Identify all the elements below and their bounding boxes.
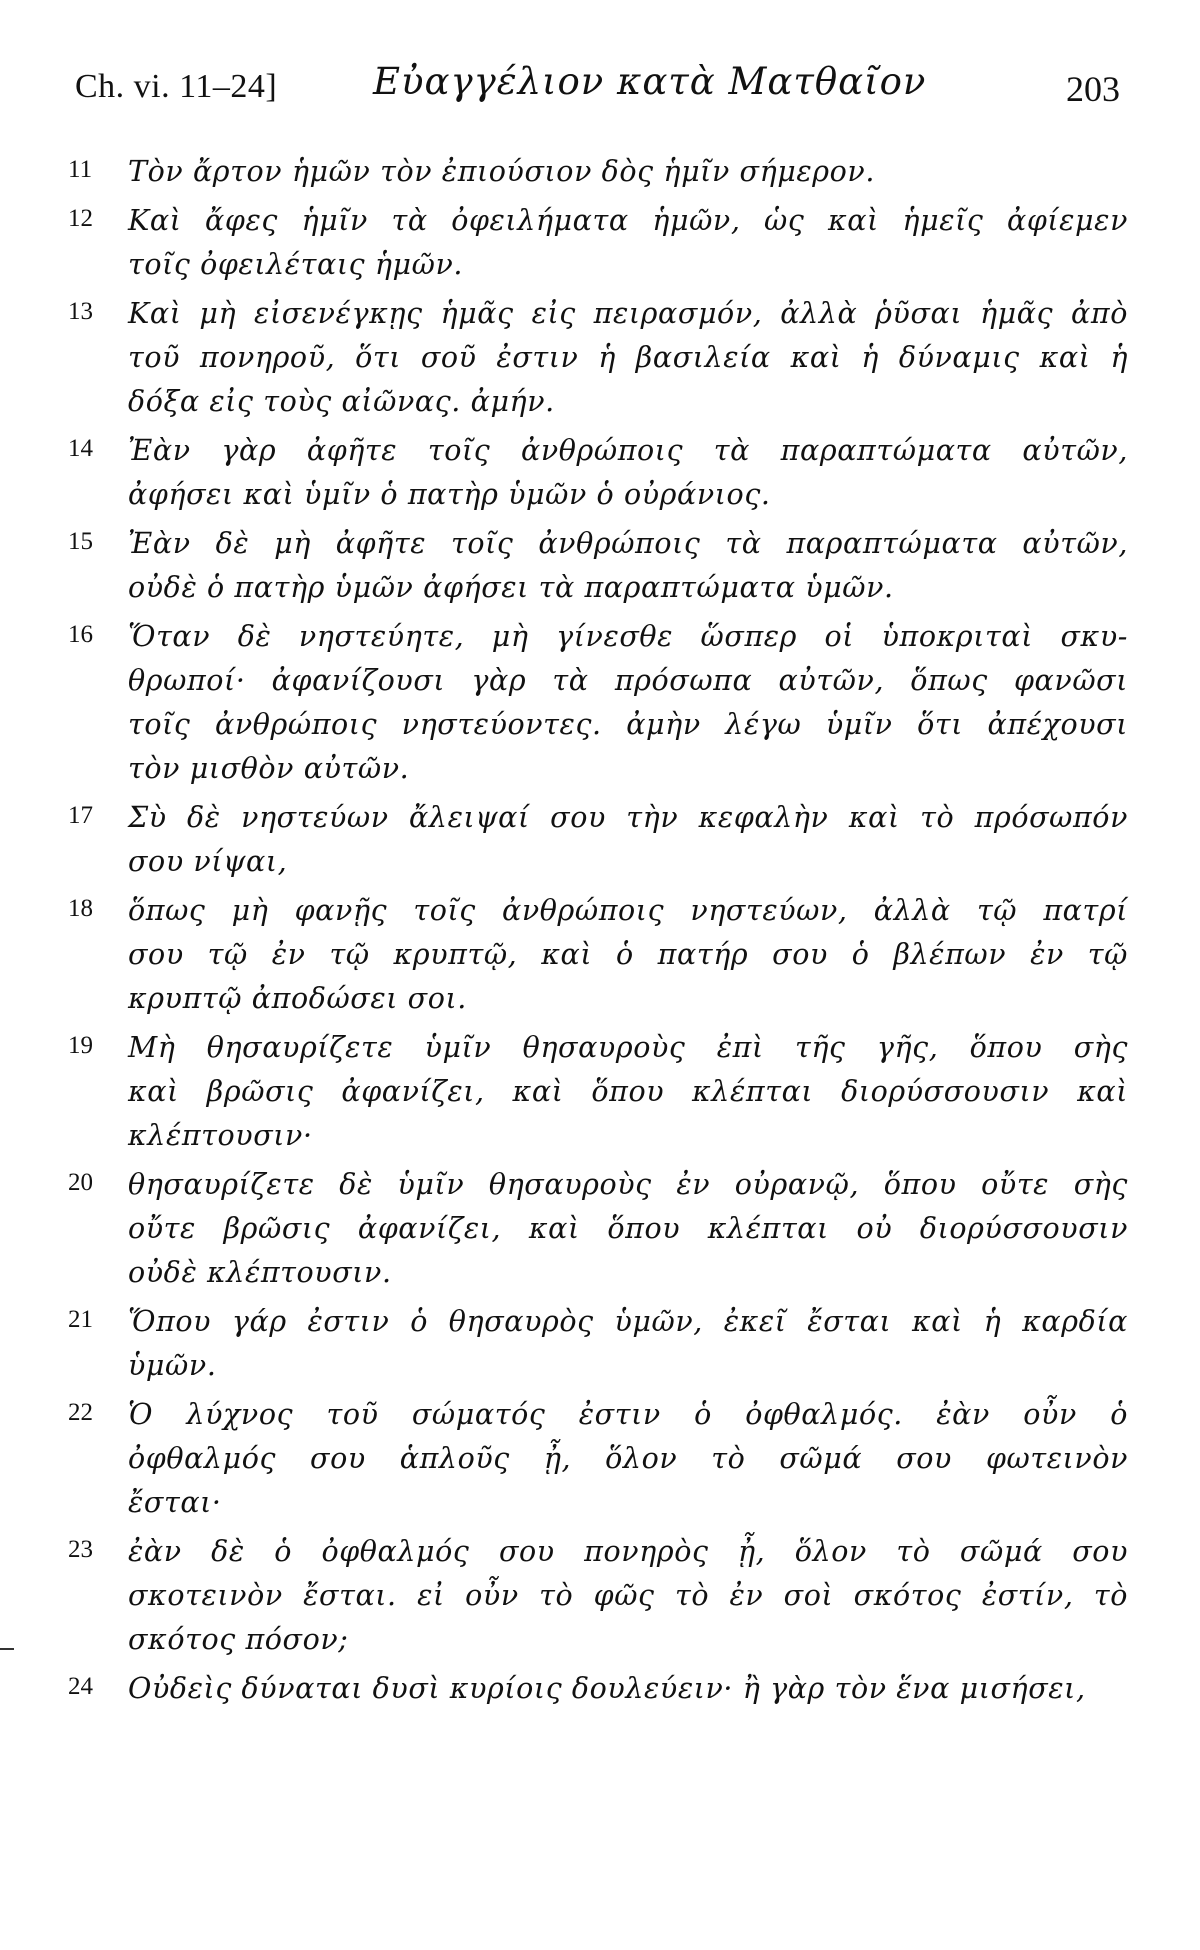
verse-line: Οὐδεὶς δύναται δυσὶ κυρίοις δουλεύειν· ἢ γὰρ τὸν ἕνα μισήσει, bbox=[128, 1672, 1086, 1705]
chapter-reference: Ch. vi. 11–24] bbox=[75, 68, 278, 105]
verse-21 bbox=[68, 1300, 1128, 1388]
verse-line: Σὺ δὲ νηστεύων ἄλειψαί σου τὴν κεφαλὴν καὶ τὸ πρόσωπόν bbox=[128, 801, 1128, 834]
margin-mark bbox=[0, 1648, 14, 1650]
verse-line: σκότος πόσον; bbox=[128, 1623, 349, 1656]
verse-14 bbox=[68, 429, 1128, 517]
verse-16 bbox=[68, 615, 1128, 791]
verse-line: οὐδὲ κλέπτουσιν. bbox=[128, 1256, 392, 1289]
verse-15 bbox=[68, 522, 1128, 610]
page-number: 203 bbox=[1066, 69, 1120, 109]
verse-line: οὔτε βρῶσις ἀφανίζει, καὶ ὅπου κλέπται οὐ διορύσσουσιν bbox=[128, 1212, 1128, 1245]
verse-line: τοῖς ἀνθρώποις νηστεύοντες. ἀμὴν λέγω ὑμῖν ὅτι ἀπέχουσι bbox=[128, 708, 1128, 741]
verse-12 bbox=[68, 199, 1128, 287]
verse-line: θρωποί· ἀφανίζουσι γὰρ τὰ πρόσωπα αὐτῶν, ὅπως φανῶσι bbox=[128, 664, 1128, 697]
verse-line: σου νίψαι, bbox=[128, 845, 288, 878]
verse-line: Ὅταν δὲ νηστεύητε, μὴ γίνεσθε ὥσπερ οἱ ὑποκριταὶ σκυ- bbox=[128, 620, 1128, 653]
verse-number: 22 bbox=[68, 1399, 93, 1426]
verse-23 bbox=[68, 1530, 1128, 1662]
verse-17 bbox=[68, 796, 1128, 884]
verse-number: 21 bbox=[68, 1306, 93, 1333]
verse-11 bbox=[68, 150, 1128, 194]
verse-line: Τὸν ἄρτον ἡμῶν τὸν ἐπιούσιον δὸς ἡμῖν σήμερον. bbox=[128, 155, 875, 188]
verse-line: Καὶ μὴ εἰσενέγκῃς ἡμᾶς εἰς πειρασμόν, ἀλλὰ ῥῦσαι ἡμᾶς ἀπὸ bbox=[128, 297, 1128, 330]
verse-number: 16 bbox=[68, 621, 93, 648]
verse-number: 20 bbox=[68, 1169, 93, 1196]
verse-number: 18 bbox=[68, 895, 93, 922]
verse-line: καὶ βρῶσις ἀφανίζει, καὶ ὅπου κλέπται διορύσσουσιν καὶ bbox=[128, 1075, 1128, 1108]
verse-number: 13 bbox=[68, 298, 93, 325]
verse-number: 17 bbox=[68, 802, 93, 829]
running-header bbox=[75, 60, 1120, 120]
verse-line: ἔσται· bbox=[128, 1486, 222, 1519]
verse-number: 11 bbox=[68, 156, 93, 183]
verse-20 bbox=[68, 1163, 1128, 1295]
verse-line: τὸν μισθὸν αὐτῶν. bbox=[128, 752, 410, 785]
verse-line: Μὴ θησαυρίζετε ὑμῖν θησαυροὺς ἐπὶ τῆς γῆς, ὅπου σὴς bbox=[128, 1031, 1128, 1064]
verse-19 bbox=[68, 1026, 1128, 1158]
verse-13 bbox=[68, 292, 1128, 424]
verse-number: 14 bbox=[68, 435, 93, 462]
verse-line: θησαυρίζετε δὲ ὑμῖν θησαυροὺς ἐν οὐρανῷ, ὅπου οὔτε σὴς bbox=[128, 1168, 1128, 1201]
verse-line: ὀφθαλμός σου ἁπλοῦς ᾖ, ὅλον τὸ σῶμά σου φωτεινὸν bbox=[128, 1442, 1128, 1475]
verse-line: ὑμῶν. bbox=[128, 1349, 217, 1382]
verse-line: Ὅπου γάρ ἐστιν ὁ θησαυρὸς ὑμῶν, ἐκεῖ ἔσται καὶ ἡ καρδία bbox=[128, 1305, 1128, 1338]
verse-line: Ἐὰν γὰρ ἀφῆτε τοῖς ἀνθρώποις τὰ παραπτώματα αὐτῶν, bbox=[128, 434, 1128, 467]
verse-line: Καὶ ἄφες ἡμῖν τὰ ὀφειλήματα ἡμῶν, ὡς καὶ ἡμεῖς ἀφίεμεν bbox=[128, 204, 1128, 237]
verse-line: σου τῷ ἐν τῷ κρυπτῷ, καὶ ὁ πατήρ σου ὁ βλέπων ἐν τῷ bbox=[128, 938, 1128, 971]
verse-line: ἀφήσει καὶ ὑμῖν ὁ πατὴρ ὑμῶν ὁ οὐράνιος. bbox=[128, 478, 771, 511]
verse-line: Ὁ λύχνος τοῦ σώματός ἐστιν ὁ ὀφθαλμός. ἐὰν οὖν ὁ bbox=[128, 1398, 1128, 1431]
verse-list bbox=[68, 150, 1128, 1716]
verse-number: 24 bbox=[68, 1673, 93, 1700]
verse-line: κρυπτῷ ἀποδώσει σοι. bbox=[128, 982, 467, 1015]
verse-line: κλέπτουσιν· bbox=[128, 1119, 313, 1152]
verse-number: 12 bbox=[68, 205, 93, 232]
verse-number: 19 bbox=[68, 1032, 93, 1059]
verse-24 bbox=[68, 1667, 1128, 1711]
verse-line: ἐὰν δὲ ὁ ὀφθαλμός σου πονηρὸς ᾖ, ὅλον τὸ σῶμά σου bbox=[128, 1535, 1128, 1568]
verse-line: οὐδὲ ὁ πατὴρ ὑμῶν ἀφήσει τὰ παραπτώματα ὑμῶν. bbox=[128, 571, 894, 604]
verse-line: ὅπως μὴ φανῇς τοῖς ἀνθρώποις νηστεύων, ἀλλὰ τῷ πατρί bbox=[128, 894, 1128, 927]
verse-18 bbox=[68, 889, 1128, 1021]
verse-22 bbox=[68, 1393, 1128, 1525]
verse-line: σκοτεινὸν ἔσται. εἰ οὖν τὸ φῶς τὸ ἐν σοὶ σκότος ἐστίν, τὸ bbox=[128, 1579, 1128, 1612]
verse-number: 23 bbox=[68, 1536, 93, 1563]
verse-line: δόξα εἰς τοὺς αἰῶνας. ἀμήν. bbox=[128, 385, 555, 418]
verse-line: Ἐὰν δὲ μὴ ἀφῆτε τοῖς ἀνθρώποις τὰ παραπτώματα αὐτῶν, bbox=[128, 527, 1128, 560]
verse-number: 15 bbox=[68, 528, 93, 555]
verse-line: τοῦ πονηροῦ, ὅτι σοῦ ἐστιν ἡ βασιλεία καὶ ἡ δύναμις καὶ ἡ bbox=[128, 341, 1128, 374]
verse-line: τοῖς ὀφειλέταις ἡμῶν. bbox=[128, 248, 464, 281]
book-title: Εὐαγγέλιον κατὰ Ματθαῖον bbox=[373, 60, 927, 103]
